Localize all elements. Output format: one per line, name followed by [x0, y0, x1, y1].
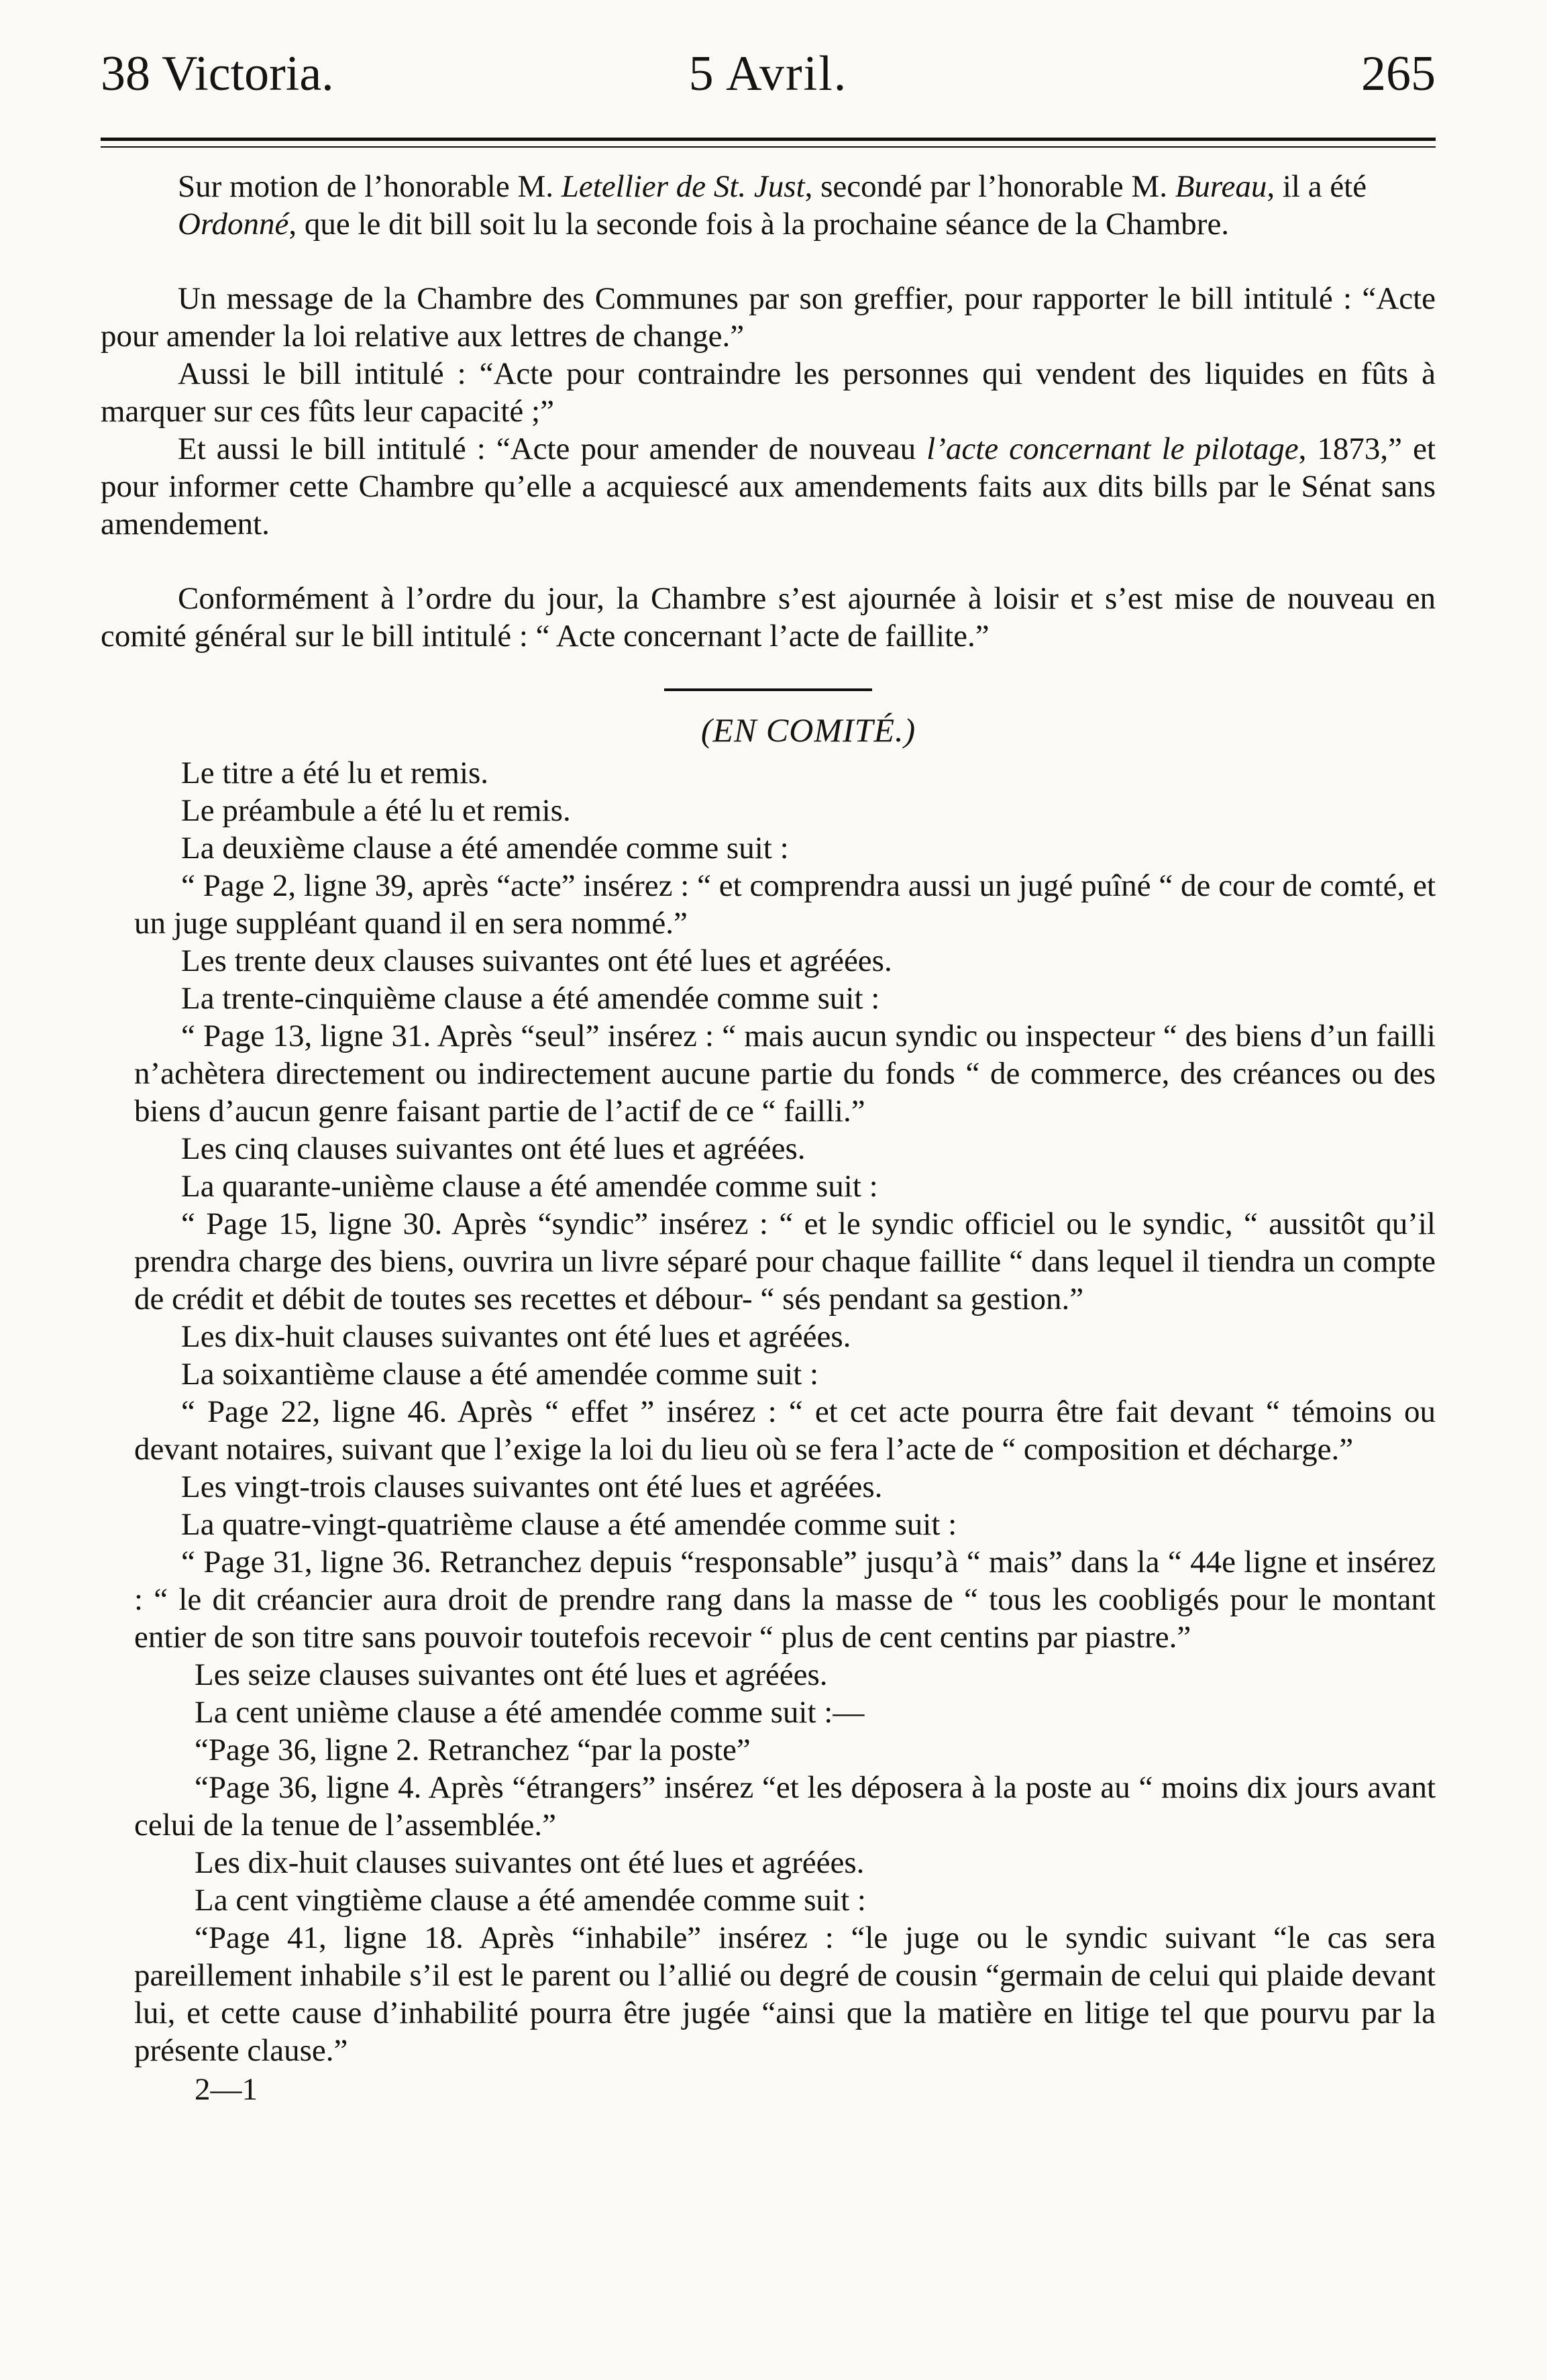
paragraph-motion	[101, 168, 1436, 205]
order-word: Ordonné	[178, 207, 289, 242]
paragraph-bill-pilotage	[101, 430, 1436, 543]
committee-heading: (EN COMITÉ.)	[700, 711, 916, 749]
committee-line: Les dix-huit clauses suivantes ont été lues et agréées.	[181, 1319, 851, 1354]
committee-line: La cent vingtième clause a été amendée comme suit :	[195, 1883, 866, 1918]
signature-mark: 2—1	[195, 2072, 258, 2107]
committee-line: La soixantième clause a été amendée comme suit :	[181, 1357, 819, 1392]
header-regnal-year: 38 Victoria.	[101, 46, 334, 101]
committee-line: La deuxième clause a été amendée comme suit :	[181, 831, 789, 866]
committee-line: La quatre-vingt-quatrième clause a été amendée comme suit :	[181, 1507, 957, 1542]
committee-line: La cent unième clause a été amendée comme suit :—	[195, 1695, 865, 1730]
committee-line: La trente-cinquième clause a été amendée comme suit :	[181, 981, 880, 1016]
committee-line: Les seize clauses suivantes ont été lues et agréées.	[195, 1657, 828, 1692]
committee-line: Les dix-huit clauses suivantes ont été lues et agréées.	[195, 1845, 865, 1880]
committee-line: Le titre a été lu et remis.	[181, 756, 489, 790]
header-rule-thick	[101, 138, 1436, 141]
section-divider	[664, 688, 872, 691]
amendment-quote: “Page 36, ligne 2. Retranchez “par la poste”	[195, 1732, 751, 1767]
order-text: , que le dit bill soit lu la seconde fois à la prochaine séance de la Chambre.	[288, 207, 1230, 242]
committee-line: Les vingt-trois clauses suivantes ont été lues et agréées.	[181, 1469, 883, 1504]
paragraph-order	[101, 205, 1436, 243]
paragraph-message: Un message de la Chambre des Communes par son greffier, pour rapporter le bill intitulé : “Acte pour amender la loi relative aux lettres de change.”	[101, 281, 1436, 354]
amendment-quote: “Page 41, ligne 18. Après “inhabile” insérez : “le juge ou le syndic suivant “le cas sera pareillement inhabile s’il est le parent ou l’allié ou degré de cousin “germain de celui qui plaide devant lui, et cette cause d’inhabilité pourra être jugée “ainsi que la matière en litige tel que pourvu par la présente clause.”	[134, 1920, 1436, 2068]
header-date: 5 Avril.	[688, 46, 848, 101]
motion-text-3: , il a été	[1267, 169, 1367, 204]
running-header	[101, 37, 1436, 111]
amendment-quote: “Page 36, ligne 4. Après “étrangers” insérez “et les déposera à la poste au “ moins dix jours avant celui de la tenue de l’assemblée.”	[134, 1770, 1436, 1843]
amendment-quote: “ Page 15, ligne 30. Après “syndic” insérez : “ et le syndic officiel ou le syndic, “ aussitôt qu’il prendra charge des biens, ouvrira un livre séparé pour chaque faillite “ dans lequel il tiendra un compte de crédit et débit de toutes ses recettes et débour- “ sés pendant sa gestion.”	[134, 1206, 1436, 1316]
mover-name: Letellier de St. Just	[561, 169, 805, 204]
committee-line: La quarante-unième clause a été amendée comme suit :	[181, 1169, 878, 1204]
seconder-name: Bureau	[1175, 169, 1267, 204]
amendment-quote: “ Page 13, ligne 31. Après “seul” insérez : “ mais aucun syndic ou inspecteur “ des biens d’un failli n’achètera directement ou indirectement aucune partie du fonds “ de commerce, des créances ou des biens d’aucun genre faisant partie de l’actif de ce “ failli.”	[134, 1019, 1436, 1129]
amendment-quote: “ Page 22, ligne 46. Après “ effet ” insérez : “ et cet acte pourra être fait devant “ témoins ou devant notaires, suivant que l’exige la loi du lieu où se fera l’acte de “ composition et décharge.”	[134, 1394, 1436, 1467]
amendment-quote: “ Page 31, ligne 36. Retranchez depuis “responsable” jusqu’à “ mais” dans la “ 44e ligne et insérez : “ le dit créancier aura droit de prendre rang dans la masse de “ tous les coobligés pour le montant entier de son titre sans pouvoir toutefois recevoir “ plus de cent centins par piastre.”	[134, 1545, 1436, 1655]
pilotage-text-1: Et aussi le bill intitulé : “Acte pour amender de nouveau	[178, 431, 927, 466]
page-number: 265	[1361, 46, 1436, 101]
amendment-quote: “ Page 2, ligne 39, après “acte” insérez : “ et comprendra aussi un jugé puîné “ de cour de comté, et un juge suppléant quand il en sera nommé.”	[134, 868, 1436, 941]
pilotage-act-title: l’acte concernant le pilotage	[926, 431, 1299, 466]
committee-line: Le préambule a été lu et remis.	[181, 793, 571, 828]
document-body	[101, 168, 1436, 2108]
pilotage-text-2: , 1873,” et pour informer cette Chambre qu’elle a acquiescé aux amendements faits aux dits bills par le Sénat sans amendement.	[101, 431, 1436, 541]
header-rule-thin	[101, 146, 1436, 148]
motion-text-1: Sur motion de l’honorable M.	[178, 169, 562, 204]
committee-line: Les trente deux clauses suivantes ont été lues et agréées.	[181, 943, 892, 978]
paragraph-committee-of-whole: Conformément à l’ordre du jour, la Chambre s’est ajournée à loisir et s’est mise de nouveau en comité général sur le bill intitulé : “ Acte concernant l’acte de faillite.”	[101, 581, 1436, 654]
committee-line: Les cinq clauses suivantes ont été lues et agréées.	[181, 1131, 806, 1166]
paragraph-bill-liquides: Aussi le bill intitulé : “Acte pour contraindre les personnes qui vendent des liquides en fûts à marquer sur ces fûts leur capacité ;”	[101, 356, 1436, 429]
motion-text-2: , secondé par l’honorable M.	[804, 169, 1175, 204]
